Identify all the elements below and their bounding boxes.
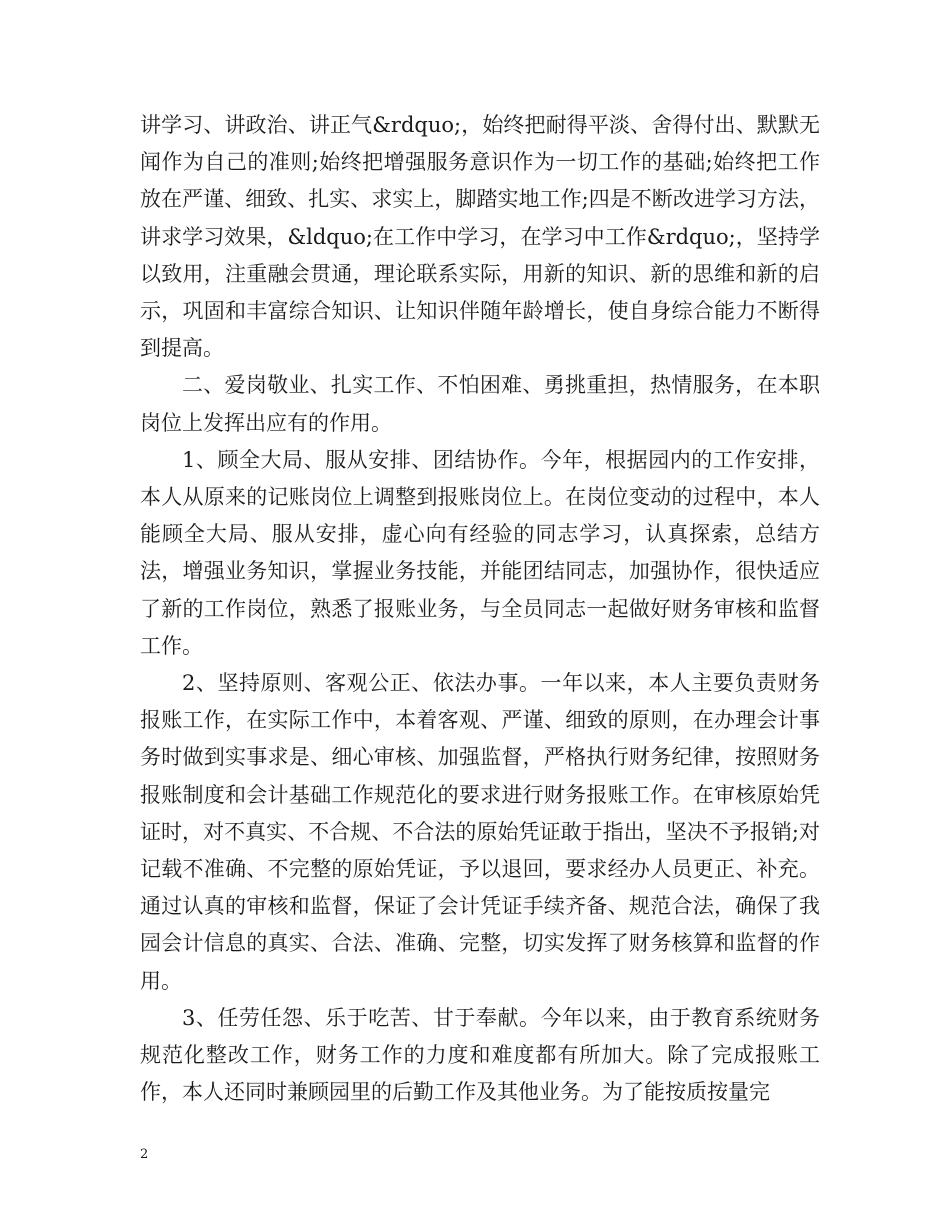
page-number: 2 (140, 1147, 149, 1162)
document-body (140, 107, 820, 1111)
paragraph-4: 2、坚持原则、客观公正、依法办事。一年以来，本人主要负责财务报账工作，在实际工作中，本着客观、严谨、细致的原则，在办理会计事务时做到实事求是、细心审核、加强监督，严格执行财务纪律，按照财务报账制度和会计基础工作规范化的要求进行财务报账工作。在审核原始凭证时，对不真实、不合规、不合法的原始凭证敢于指出，坚决不予报销;对记载不准确、不完整的原始凭证，予以退回，要求经办人员更正、补充。通过认真的审核和监督，保证了会计凭证手续齐备、规范合法，确保了我园会计信息的真实、合法、准确、完整，切实发挥了财务核算和监督的作用。 (140, 671, 820, 993)
paragraph-1: 讲学习、讲政治、讲正气&rdquo;，始终把耐得平淡、舍得付出、默默无闻作为自己的准则;始终把增强服务意识作为一切工作的基础;始终把工作放在严谨、细致、扎实、求实上，脚踏实地工作;四是不断改进学习方法，讲求学习效果，&ldquo;在工作中学习，在学习中工作&rdquo;，坚持学以致用，注重融会贯通，理论联系实际，用新的知识、新的思维和新的启示，巩固和丰富综合知识、让知识伴随年龄增长，使自身综合能力不断得到提高。 (140, 113, 820, 361)
paragraph-2: 二、爱岗敬业、扎实工作、不怕困难、勇挑重担，热情服务，在本职岗位上发挥出应有的作用。 (140, 373, 820, 435)
paragraph-5: 3、任劳任怨、乐于吃苦、甘于奉献。今年以来，由于教育系统财务规范化整改工作，财务工作的力度和难度都有所加大。除了完成报账工作，本人还同时兼顾园里的后勤工作及其他业务。为了能按质按量完 (140, 1005, 820, 1105)
paragraph-3: 1、顾全大局、服从安排、团结协作。今年，根据园内的工作安排，本人从原来的记账岗位上调整到报账岗位上。在岗位变动的过程中，本人能顾全大局、服从安排，虚心向有经验的同志学习，认真探索，总结方法，增强业务知识，掌握业务技能，并能团结同志，加强协作，很快适应了新的工作岗位，熟悉了报账业务，与全员同志一起做好财务审核和监督工作。 (140, 447, 820, 658)
